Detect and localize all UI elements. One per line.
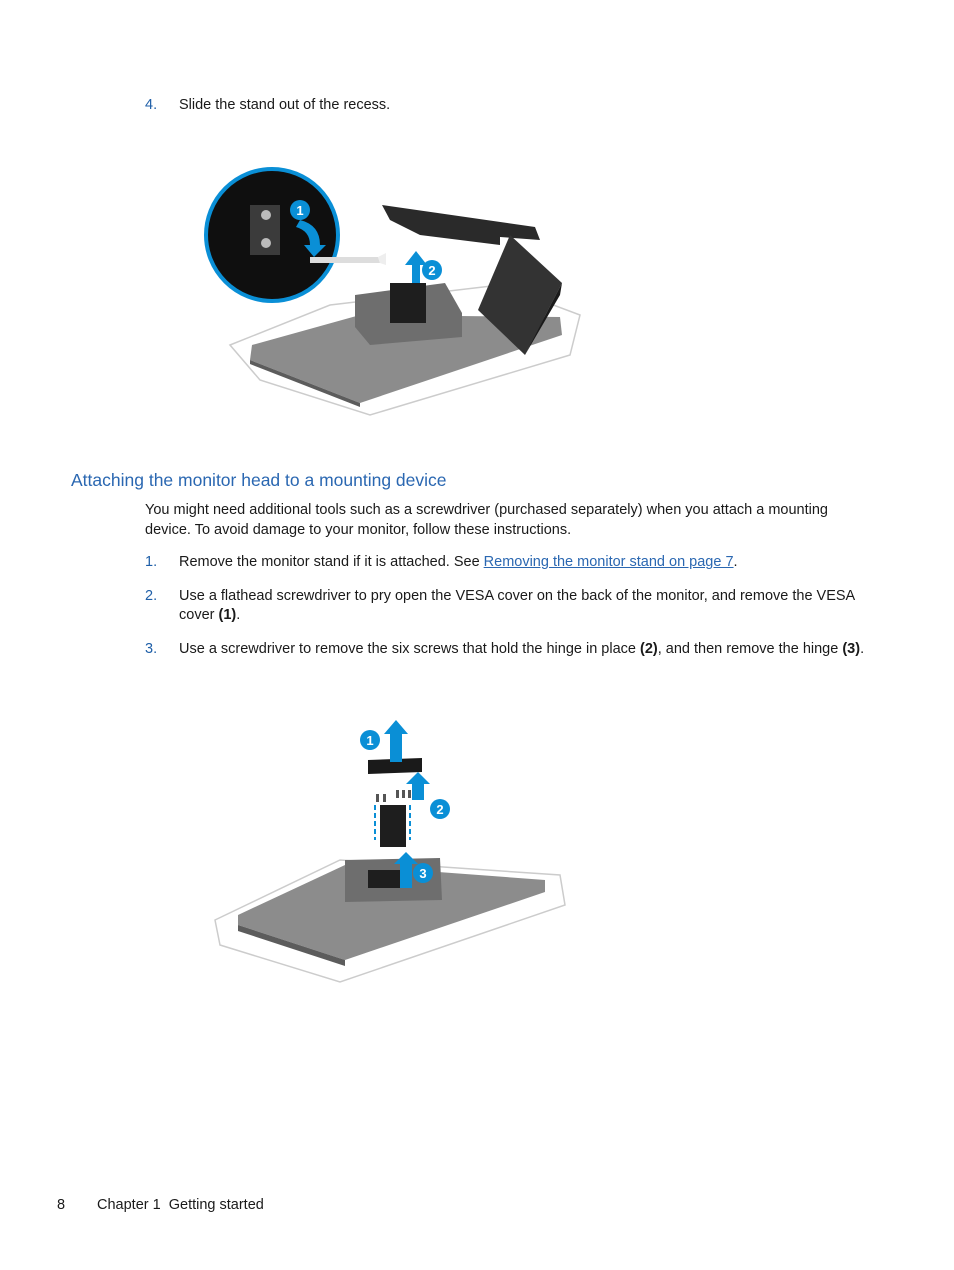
hinge-block (380, 805, 406, 847)
figure-stand-removal (200, 165, 600, 425)
step-text: Remove the monitor stand if it is attached. See Removing the monitor stand on page 7. (179, 554, 738, 570)
hinge-post (390, 283, 426, 323)
callout-3-label: 3 (419, 866, 427, 881)
callout-1-label: 1 (296, 203, 304, 218)
callout-2-label: 2 (428, 263, 436, 278)
screw-icon (261, 210, 271, 220)
step-text: Use a flathead screwdriver to pry open the VESA cover on the back of the monitor, and remove the VESA cover (1). (179, 588, 855, 623)
figure-hinge-removal (200, 710, 580, 990)
footer-chapter: Chapter 1 Getting started (97, 1197, 264, 1213)
intro-paragraph: You might need additional tools such as a screwdriver (purchased separately) when you attach a mounting device. To avoid damage to your monitor, follow these instructions. (145, 502, 828, 538)
step-number: 1. (145, 554, 158, 570)
removing-stand-link[interactable]: Removing the monitor stand on page 7 (483, 554, 734, 570)
step-number: 2. (145, 588, 158, 604)
callout-2-label: 2 (436, 802, 444, 817)
up-arrow-icon (384, 720, 408, 762)
step-number: 4. (145, 97, 158, 113)
stand-neck (382, 205, 540, 245)
page-number: 8 (57, 1197, 66, 1213)
step-text: Use a screwdriver to remove the six screws that hold the hinge in place (2), and then remove the hinge (3). (179, 641, 865, 657)
step-text: Slide the stand out of the recess. (179, 97, 391, 113)
screw-icons (376, 790, 411, 802)
screw-icon (261, 238, 271, 248)
callout-1-label: 1 (366, 733, 374, 748)
step-number: 3. (145, 641, 158, 657)
section-heading: Attaching the monitor head to a mounting device (71, 470, 447, 490)
hex-key-icon (310, 257, 380, 263)
